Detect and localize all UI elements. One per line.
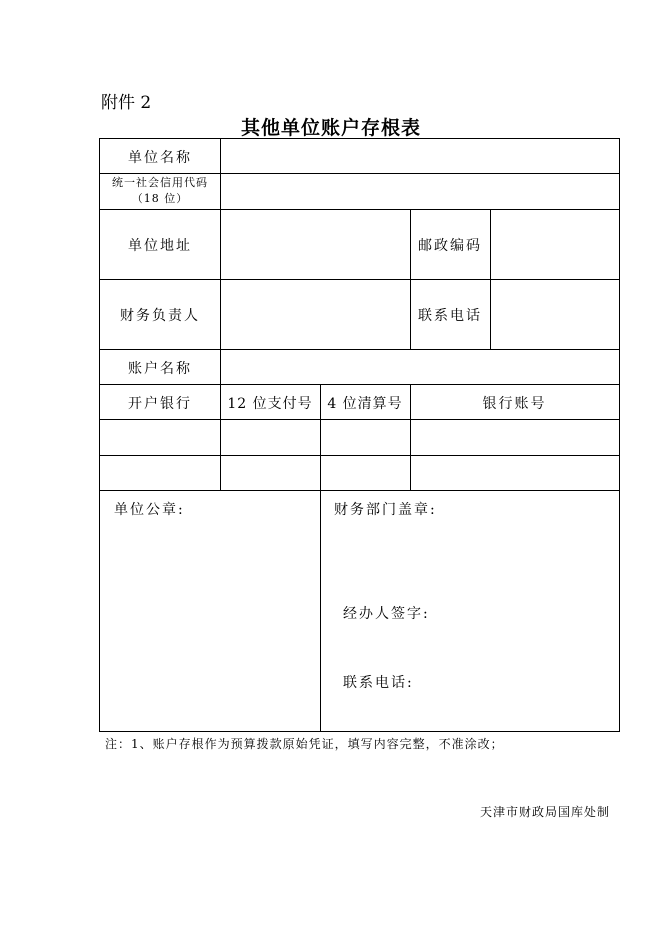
credit-code-line1: 统一社会信用代码 <box>112 176 208 189</box>
attachment-label: 附件 2 <box>101 93 152 113</box>
stamp-contact-phone-label: 联系电话: <box>343 675 414 691</box>
finance-head-field[interactable] <box>221 280 410 349</box>
unit-name-field[interactable] <box>221 139 619 173</box>
label-credit-code <box>100 175 220 207</box>
row-divider <box>100 490 619 491</box>
unit-seal-label: 单位公章: <box>114 502 185 518</box>
col-divider <box>410 209 411 349</box>
header-clearing-no: 4 位清算号 <box>327 396 403 412</box>
row-divider <box>100 384 619 385</box>
bank-row-2-payment[interactable] <box>221 456 320 490</box>
postal-code-field[interactable] <box>491 210 619 279</box>
credit-code-line2: （18 位） <box>131 192 189 205</box>
bank-row-2-account[interactable] <box>411 456 619 490</box>
label-contact-phone: 联系电话 <box>418 308 482 324</box>
bank-row-2-bank[interactable] <box>100 456 220 490</box>
label-unit-name: 单位名称 <box>128 150 192 166</box>
contact-phone-field[interactable] <box>491 280 619 349</box>
form-note: 注：1、账户存根作为预算拨款原始凭证，填写内容完整，不准涂改； <box>105 737 504 751</box>
label-postal-code: 邮政编码 <box>418 238 482 254</box>
finance-dept-seal-label: 财务部门盖章: <box>334 502 437 518</box>
header-opening-bank: 开户银行 <box>128 396 192 412</box>
header-payment-no: 12 位支付号 <box>227 396 313 412</box>
bank-row-2-clearing[interactable] <box>321 456 410 490</box>
issuer-footer: 天津市财政局国库处制 <box>480 805 611 819</box>
form-title: 其他单位账户存根表 <box>240 117 421 139</box>
bank-row-1-clearing[interactable] <box>321 420 410 455</box>
unit-address-field[interactable] <box>221 210 410 279</box>
bank-row-1-bank[interactable] <box>100 420 220 455</box>
handler-signature-label: 经办人签字: <box>343 606 430 622</box>
bank-row-1-payment[interactable] <box>221 420 320 455</box>
account-name-field[interactable] <box>221 350 619 384</box>
account-stub-form <box>99 138 620 732</box>
header-bank-account: 银行账号 <box>482 396 547 412</box>
label-unit-address: 单位地址 <box>128 238 192 254</box>
label-finance-head: 财务负责人 <box>120 308 200 324</box>
bank-row-1-account[interactable] <box>411 420 619 455</box>
label-account-name: 账户名称 <box>128 361 192 377</box>
credit-code-field[interactable] <box>221 174 619 209</box>
